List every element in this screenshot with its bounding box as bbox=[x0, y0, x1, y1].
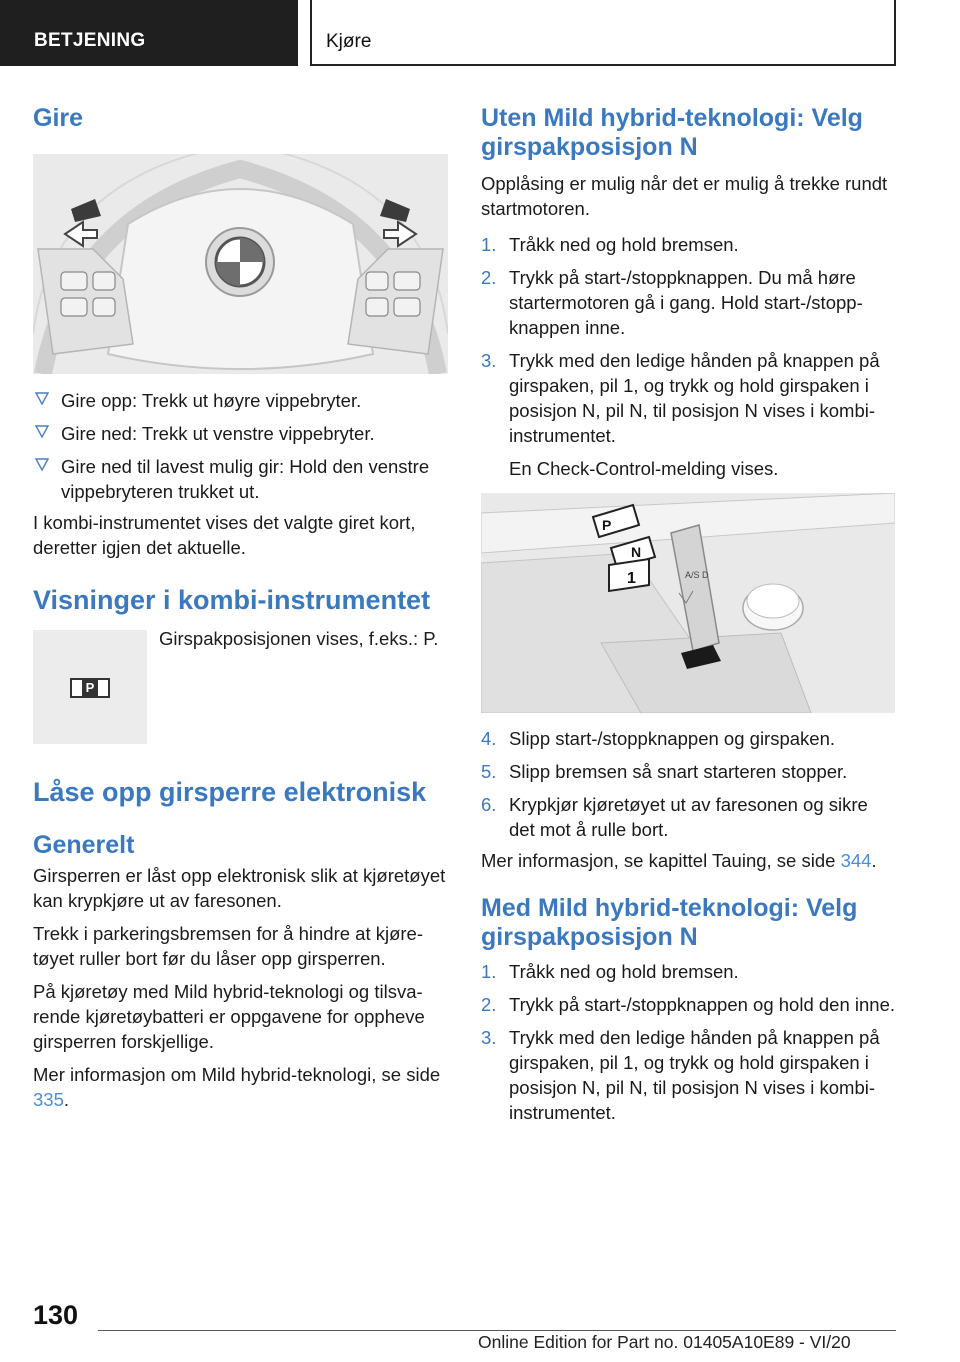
step-text: Slipp start-/stoppknappen og girspaken. bbox=[509, 728, 836, 749]
section-tab bbox=[0, 0, 298, 66]
gire-paragraph: I kombi-instrumentet vises det valgte giret kort, deretter igjen det aktuelle. bbox=[33, 512, 416, 558]
bullet-text: Gire ned til lavest mulig gir: Hold den venstre vippebryteren trukket ut. bbox=[61, 456, 430, 502]
step-text: Tråkk ned og hold bremsen. bbox=[509, 961, 739, 982]
paragraph bbox=[33, 1062, 448, 1112]
footer-divider bbox=[98, 1330, 896, 1331]
paragraph-end: . bbox=[63, 1089, 70, 1110]
list-item bbox=[481, 792, 896, 842]
visninger-paragraph: Girspakposisjonen vises, f.eks.: P. bbox=[159, 628, 439, 649]
gire-heading: Gire bbox=[33, 104, 84, 132]
paragraph-end: . bbox=[871, 850, 877, 871]
step-number: 3. bbox=[481, 350, 497, 371]
bullet-text: Gire opp: Trekk ut høyre vippebryter. bbox=[61, 390, 362, 411]
step-text: Slipp bremsen så snart starteren stopper. bbox=[509, 761, 848, 782]
lase-heading: Låse opp girsperre elektronisk bbox=[33, 777, 427, 807]
step-number: 1. bbox=[481, 961, 497, 982]
uten-heading: Uten Mild hybrid-teknologi: Velg girspakposisjon N bbox=[481, 104, 863, 161]
generelt-heading: Generelt bbox=[33, 831, 135, 859]
gear-lever-illustration bbox=[481, 493, 895, 713]
list-item bbox=[481, 1025, 896, 1125]
gear-lever-figure bbox=[481, 493, 895, 713]
display-example bbox=[33, 630, 448, 748]
page-link[interactable]: 335 bbox=[33, 1089, 64, 1110]
step-number: 3. bbox=[481, 1027, 497, 1048]
step-number: 2. bbox=[481, 267, 497, 288]
list-item bbox=[481, 232, 896, 257]
list-item bbox=[481, 726, 896, 751]
list-item bbox=[481, 959, 896, 984]
page-link[interactable]: 344 bbox=[840, 850, 872, 871]
step-number: 4. bbox=[481, 728, 497, 749]
right-column bbox=[481, 100, 896, 1133]
step-text: Trykk med den ledige hånden på knappen på girspaken, pil 1, og trykk og hold girspaken i posisjon N, pil N, til posisjon N vises i kombiinstrumentet. bbox=[509, 350, 880, 446]
step-text: Trykk på start-/stoppknappen. Du må høre startermotoren gå i gang. Hold start-/stoppknappen inne. bbox=[509, 267, 863, 338]
chapter-label: Kjøre bbox=[326, 31, 372, 52]
svg-text:A/S D: A/S D bbox=[685, 570, 709, 580]
steering-wheel-figure bbox=[33, 154, 448, 374]
chapter-box bbox=[310, 0, 896, 66]
list-item bbox=[481, 265, 896, 340]
paragraph-text: Mer informasjon om Mild hybrid-teknologi, se side bbox=[33, 1064, 441, 1085]
paragraph-text: Mer informasjon, se kapittel Tauing, se side bbox=[481, 850, 841, 871]
step-number: 1. bbox=[481, 234, 497, 255]
list-item bbox=[33, 388, 448, 413]
steps-list-a bbox=[481, 232, 896, 481]
step-text: Trykk med den ledige hånden på knappen på girspaken, pil 1, og trykk og hold girspaken i posisjon N, pil N, til posisjon N vises i kombiinstrumentet. bbox=[509, 1027, 880, 1123]
page-number: 130 bbox=[33, 1300, 79, 1330]
more-info-paragraph bbox=[481, 848, 896, 873]
figure-label-p: P bbox=[602, 517, 612, 533]
paragraph: På kjøretøy med Mild hybrid-teknologi og tilsvarende kjøretøybatteri er oppgavene for oppheve girsperren forskjellige. bbox=[33, 981, 425, 1052]
step-subtext: En Check-Control-melding vises. bbox=[509, 458, 779, 479]
step-number: 2. bbox=[481, 994, 497, 1015]
figure-label-1: 1 bbox=[627, 570, 636, 587]
step-text: Trykk på start-/stoppknappen og hold den inne. bbox=[509, 994, 895, 1015]
edition-text: Online Edition for Part no. 01405A10E89 - VI/20 bbox=[478, 1332, 851, 1352]
steps-list-c bbox=[481, 959, 896, 1125]
triangle-bullet-icon bbox=[35, 424, 49, 438]
left-column bbox=[33, 100, 448, 1112]
paragraph: Girsperren er låst opp elektronisk slik at kjøretøyet kan krypkjøre ut av faresonen. bbox=[33, 865, 446, 911]
page-header bbox=[0, 0, 960, 66]
steering-wheel-illustration bbox=[33, 154, 448, 374]
gear-display-figure bbox=[33, 630, 147, 744]
triangle-bullet-icon bbox=[35, 457, 49, 471]
step-number: 6. bbox=[481, 794, 497, 815]
triangle-bullet-icon bbox=[35, 391, 49, 405]
gire-bullet-list bbox=[33, 388, 448, 504]
paragraph: Trekk i parkeringsbremsen for å hindre at kjøretøyet ruller bort før du låser opp girsperren. bbox=[33, 923, 424, 969]
gear-indicator-letter: P bbox=[82, 680, 98, 696]
list-item bbox=[481, 348, 896, 481]
step-text: Krypkjør kjøretøyet ut av faresonen og sikre det mot å rulle bort. bbox=[509, 794, 868, 840]
list-item bbox=[33, 454, 448, 504]
steps-list-b bbox=[481, 726, 896, 842]
med-heading: Med Mild hybrid-teknologi: Velg girspakposisjon N bbox=[481, 894, 858, 951]
list-item bbox=[33, 421, 448, 446]
step-number: 5. bbox=[481, 761, 497, 782]
section-label: BETJENING bbox=[34, 30, 146, 51]
visninger-heading: Visninger i kombi-instrumentet bbox=[33, 585, 431, 615]
step-text: Tråkk ned og hold bremsen. bbox=[509, 234, 739, 255]
list-item bbox=[481, 759, 896, 784]
bullet-text: Gire ned: Trekk ut venstre vippebryter. bbox=[61, 423, 375, 444]
list-item bbox=[481, 992, 896, 1017]
gear-indicator-box bbox=[70, 678, 110, 698]
uten-intro: Opplåsing er mulig når det er mulig å trekke rundt startmotoren. bbox=[481, 173, 888, 219]
figure-label-n: N bbox=[631, 544, 642, 560]
